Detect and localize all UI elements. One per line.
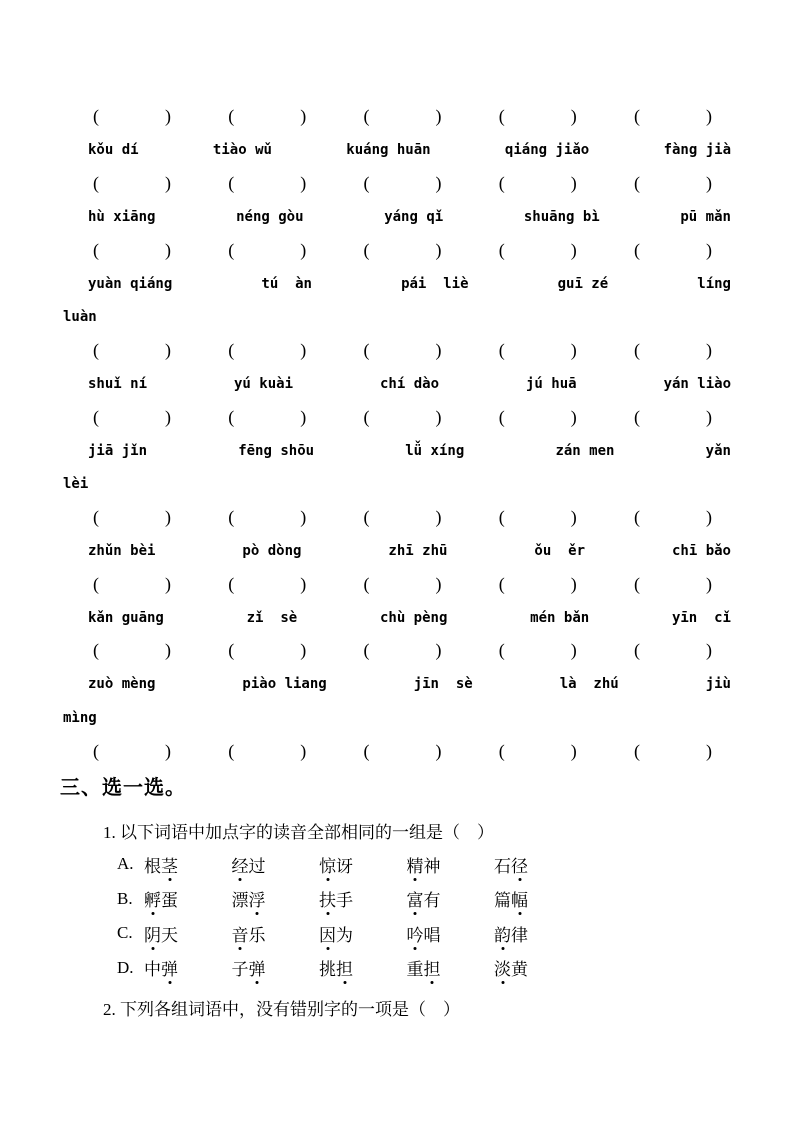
answer-blank-parens xyxy=(499,173,577,194)
pinyin-word-row xyxy=(60,434,731,467)
answer-blank-row xyxy=(60,734,731,767)
option-word-dotted-char: 阴 xyxy=(144,921,161,946)
close-paren: ) xyxy=(435,740,442,761)
option-word xyxy=(407,955,495,980)
option-word-dotted-char: 幅 xyxy=(511,886,528,911)
answer-blank-parens xyxy=(364,507,442,528)
answer-blank-parens xyxy=(228,340,306,361)
option-word-plain-char: 唱 xyxy=(423,925,441,945)
pinyin-dictation-section xyxy=(60,100,731,768)
pinyin-word: yǎn xyxy=(705,442,731,459)
option-word xyxy=(319,955,407,980)
answer-blank-parens xyxy=(93,407,171,428)
answer-blank-parens xyxy=(93,340,171,361)
open-paren: ( xyxy=(363,740,370,761)
answer-blank-parens xyxy=(364,173,442,194)
option-word-dotted-char: 经 xyxy=(232,852,249,877)
option-word xyxy=(232,852,320,877)
pinyin-word: jiā jǐn xyxy=(88,442,148,459)
option-word-plain-char: 讶 xyxy=(336,856,353,876)
pinyin-word: ǒu ěr xyxy=(534,542,585,559)
answer-blank-parens xyxy=(228,574,306,595)
open-paren: ( xyxy=(93,506,99,527)
open-paren: ( xyxy=(498,106,505,127)
open-paren: ( xyxy=(93,239,99,260)
answer-blank-parens xyxy=(228,640,306,661)
pinyin-word: kuáng huān xyxy=(346,142,431,159)
pinyin-word: kǎn guāng xyxy=(88,609,164,626)
open-paren: ( xyxy=(363,239,370,260)
open-paren: ( xyxy=(228,106,235,127)
pinyin-word-row xyxy=(60,200,731,233)
option-word-dotted-char: 弹 xyxy=(161,955,178,980)
close-paren: ) xyxy=(435,406,442,427)
answer-blank-parens xyxy=(364,741,442,762)
answer-blank-parens xyxy=(499,407,577,428)
close-paren: ) xyxy=(706,573,712,594)
answer-blank-parens xyxy=(228,240,306,261)
close-paren: ) xyxy=(706,406,712,427)
pinyin-word: tiào wǔ xyxy=(212,142,272,159)
open-paren: ( xyxy=(363,640,370,661)
answer-blank-row xyxy=(60,334,731,367)
open-paren: ( xyxy=(93,640,99,661)
open-paren: ( xyxy=(498,239,505,260)
close-paren: ) xyxy=(706,239,712,260)
option-word xyxy=(232,955,320,980)
open-paren: ( xyxy=(228,506,235,527)
option-word-dotted-char: 扶 xyxy=(319,886,336,911)
option-word-plain-char: 子 xyxy=(231,960,249,980)
pinyin-word: jiù xyxy=(705,676,731,693)
pinyin-word: néng gòu xyxy=(236,208,304,225)
option-word-dotted-char: 富 xyxy=(407,886,424,911)
option-word xyxy=(144,921,232,946)
close-paren: ) xyxy=(435,640,442,661)
pinyin-word-row xyxy=(60,534,731,567)
pinyin-word: mén bǎn xyxy=(530,609,590,626)
option-word-plain-char: 为 xyxy=(336,925,353,945)
pinyin-word: là zhú xyxy=(559,676,619,693)
pinyin-word-row xyxy=(60,133,731,166)
open-paren: ( xyxy=(228,339,235,360)
open-paren: ( xyxy=(93,740,99,761)
close-paren: ) xyxy=(435,573,442,594)
answer-blank-row xyxy=(60,401,731,434)
close-paren: ) xyxy=(165,406,171,427)
option-word xyxy=(144,955,232,980)
pinyin-word-wrap: lèi xyxy=(63,475,89,492)
answer-blank-parens xyxy=(93,106,171,127)
pinyin-word: kǒu dí xyxy=(88,142,139,159)
close-paren: ) xyxy=(706,640,712,661)
option-word xyxy=(144,852,232,877)
open-paren: ( xyxy=(363,406,370,427)
option-word-dotted-char: 吟 xyxy=(407,921,424,946)
answer-blank-parens xyxy=(634,173,712,194)
answer-blank-parens xyxy=(228,741,306,762)
open-paren: ( xyxy=(634,740,640,761)
close-paren: ) xyxy=(165,740,171,761)
question-1-text: 1. 以下词语中加点字的读音全部相同的一组是（ ） xyxy=(103,822,494,842)
option-word-dotted-char: 担 xyxy=(424,955,441,980)
pinyin-word: líng xyxy=(697,275,731,292)
option-row-a xyxy=(60,847,731,882)
answer-blank-parens xyxy=(364,640,442,661)
answer-blank-parens xyxy=(228,507,306,528)
option-word xyxy=(494,921,582,946)
option-word-dotted-char: 精 xyxy=(407,852,424,877)
option-word-plain-char: 挑 xyxy=(319,960,336,980)
answer-blank-parens xyxy=(364,106,442,127)
answer-blank-parens xyxy=(228,407,306,428)
answer-blank-parens xyxy=(499,574,577,595)
option-row-c xyxy=(60,916,731,951)
option-word xyxy=(319,921,407,946)
open-paren: ( xyxy=(93,406,99,427)
option-word xyxy=(494,955,582,980)
answer-blank-parens xyxy=(93,741,171,762)
open-paren: ( xyxy=(634,640,640,661)
pinyin-word: pái liè xyxy=(401,275,469,292)
option-word-dotted-char: 淡 xyxy=(494,955,511,980)
pinyin-word: yán liào xyxy=(663,375,731,392)
pinyin-word: zán men xyxy=(555,442,615,459)
open-paren: ( xyxy=(93,106,99,127)
open-paren: ( xyxy=(634,406,640,427)
pinyin-word: lǚ xíng xyxy=(405,442,465,459)
option-label: D. xyxy=(117,957,134,977)
pinyin-word: chí dào xyxy=(380,375,440,392)
close-paren: ) xyxy=(300,740,307,761)
pinyin-word: zhī zhū xyxy=(388,542,448,559)
answer-blank-parens xyxy=(499,106,577,127)
close-paren: ) xyxy=(570,740,577,761)
pinyin-word: shuǐ ní xyxy=(88,375,148,392)
pinyin-word: yú kuài xyxy=(234,375,294,392)
option-word-plain-char: 根 xyxy=(144,856,161,876)
close-paren: ) xyxy=(165,106,171,127)
open-paren: ( xyxy=(498,740,505,761)
answer-blank-row xyxy=(60,634,731,667)
option-label: B. xyxy=(117,888,133,908)
option-word-dotted-char: 浮 xyxy=(249,886,266,911)
pinyin-word-row xyxy=(60,601,731,634)
pinyin-word: pò dòng xyxy=(242,542,302,559)
pinyin-word: tú àn xyxy=(261,275,312,292)
open-paren: ( xyxy=(498,406,505,427)
close-paren: ) xyxy=(300,172,307,193)
open-paren: ( xyxy=(498,172,505,193)
close-paren: ) xyxy=(165,640,171,661)
close-paren: ) xyxy=(706,740,712,761)
answer-blank-row xyxy=(60,234,731,267)
option-word xyxy=(319,886,407,911)
answer-blank-parens xyxy=(634,240,712,261)
open-paren: ( xyxy=(634,506,640,527)
answer-blank-parens xyxy=(499,741,577,762)
pinyin-word-row xyxy=(60,668,731,701)
answer-blank-parens xyxy=(93,240,171,261)
section-3-title: 三、选一选。 xyxy=(60,777,186,800)
option-word-plain-char: 重 xyxy=(406,960,424,980)
close-paren: ) xyxy=(300,339,307,360)
close-paren: ) xyxy=(706,339,712,360)
option-word xyxy=(494,852,582,877)
option-word-plain-char: 律 xyxy=(511,925,528,945)
option-word-plain-char: 漂 xyxy=(231,891,249,911)
close-paren: ) xyxy=(165,506,171,527)
question-1-options xyxy=(60,847,731,985)
pinyin-word: fàng jià xyxy=(663,142,731,159)
answer-blank-row xyxy=(60,501,731,534)
option-word-dotted-char: 径 xyxy=(511,852,528,877)
answer-blank-parens xyxy=(364,574,442,595)
option-word xyxy=(232,886,320,911)
pinyin-word: piào liang xyxy=(242,676,327,693)
answer-blank-parens xyxy=(228,173,306,194)
answer-blank-parens xyxy=(634,741,712,762)
answer-blank-parens xyxy=(499,240,577,261)
open-paren: ( xyxy=(634,573,640,594)
answer-blank-parens xyxy=(364,407,442,428)
close-paren: ) xyxy=(165,172,171,193)
open-paren: ( xyxy=(363,339,370,360)
close-paren: ) xyxy=(165,239,171,260)
answer-blank-parens xyxy=(634,640,712,661)
pinyin-word-row xyxy=(60,367,731,400)
option-word-plain-char: 石 xyxy=(494,856,511,876)
option-word-plain-char: 黄 xyxy=(511,960,528,980)
option-label: A. xyxy=(117,854,134,874)
pinyin-word: chī bǎo xyxy=(671,542,731,559)
question-2-text: 2. 下列各组词语中，没有错别字的一项是（ ） xyxy=(103,999,460,1019)
close-paren: ) xyxy=(435,339,442,360)
answer-blank-parens xyxy=(93,574,171,595)
close-paren: ) xyxy=(706,106,712,127)
pinyin-word: yáng qǐ xyxy=(384,208,444,225)
close-paren: ) xyxy=(570,573,577,594)
open-paren: ( xyxy=(634,172,640,193)
answer-blank-parens xyxy=(634,340,712,361)
option-word xyxy=(407,921,495,946)
option-word-dotted-char: 韵 xyxy=(494,921,511,946)
close-paren: ) xyxy=(165,573,171,594)
open-paren: ( xyxy=(228,740,235,761)
option-word-plain-char: 有 xyxy=(423,891,441,911)
answer-blank-row xyxy=(60,100,731,133)
option-word-plain-char: 天 xyxy=(161,925,178,945)
option-word-dotted-char: 弹 xyxy=(249,955,266,980)
open-paren: ( xyxy=(228,172,235,193)
close-paren: ) xyxy=(435,106,442,127)
open-paren: ( xyxy=(93,339,99,360)
pinyin-word: yīn cǐ xyxy=(671,609,731,626)
open-paren: ( xyxy=(498,506,505,527)
pinyin-word: jīn sè xyxy=(413,676,473,693)
pinyin-word: qiáng jiǎo xyxy=(504,142,590,159)
option-word xyxy=(494,886,582,911)
pinyin-word: zuò mèng xyxy=(88,676,156,693)
option-word-plain-char: 乐 xyxy=(248,925,266,945)
pinyin-word: hù xiāng xyxy=(88,208,156,225)
answer-blank-parens xyxy=(499,507,577,528)
pinyin-word: pū mǎn xyxy=(680,208,731,225)
option-word-plain-char: 手 xyxy=(336,891,353,911)
open-paren: ( xyxy=(228,239,235,260)
open-paren: ( xyxy=(363,573,370,594)
pinyin-word: shuāng bì xyxy=(523,208,600,225)
pinyin-word: chù pèng xyxy=(379,609,448,626)
open-paren: ( xyxy=(93,172,99,193)
option-word-dotted-char: 音 xyxy=(232,921,249,946)
close-paren: ) xyxy=(300,573,307,594)
option-word-plain-char: 篇 xyxy=(494,891,511,911)
answer-blank-parens xyxy=(634,574,712,595)
answer-blank-row xyxy=(60,167,731,200)
close-paren: ) xyxy=(300,106,307,127)
close-paren: ) xyxy=(570,339,577,360)
answer-blank-parens xyxy=(228,106,306,127)
close-paren: ) xyxy=(706,506,712,527)
open-paren: ( xyxy=(228,406,235,427)
open-paren: ( xyxy=(363,106,370,127)
option-label: C. xyxy=(117,923,133,943)
open-paren: ( xyxy=(228,573,235,594)
answer-blank-parens xyxy=(499,640,577,661)
option-word-dotted-char: 惊 xyxy=(319,852,336,877)
answer-blank-parens xyxy=(634,507,712,528)
option-word-dotted-char: 茎 xyxy=(161,852,178,877)
open-paren: ( xyxy=(634,239,640,260)
pinyin-word: fēng shōu xyxy=(238,442,315,459)
close-paren: ) xyxy=(435,172,442,193)
pinyin-word: guī zé xyxy=(557,275,609,292)
open-paren: ( xyxy=(498,640,505,661)
pinyin-word: zhǔn bèi xyxy=(88,542,156,559)
open-paren: ( xyxy=(93,573,99,594)
option-word xyxy=(144,886,232,911)
open-paren: ( xyxy=(363,506,370,527)
answer-blank-parens xyxy=(364,340,442,361)
pinyin-word-wrap: mìng xyxy=(63,709,97,726)
close-paren: ) xyxy=(570,640,577,661)
close-paren: ) xyxy=(435,506,442,527)
close-paren: ) xyxy=(165,339,171,360)
option-word-plain-char: 中 xyxy=(144,960,161,980)
pinyin-word-row xyxy=(60,267,731,300)
answer-blank-parens xyxy=(93,640,171,661)
document-content xyxy=(60,100,731,1024)
answer-blank-parens xyxy=(93,507,171,528)
answer-blank-parens xyxy=(499,340,577,361)
answer-blank-parens xyxy=(634,106,712,127)
option-word-dotted-char: 担 xyxy=(336,955,353,980)
answer-blank-parens xyxy=(634,407,712,428)
option-row-b xyxy=(60,881,731,916)
option-word-plain-char: 蛋 xyxy=(161,891,178,911)
option-word-dotted-char: 因 xyxy=(319,921,336,946)
option-word-plain-char: 神 xyxy=(423,856,441,876)
close-paren: ) xyxy=(706,172,712,193)
close-paren: ) xyxy=(570,406,577,427)
option-row-d xyxy=(60,950,731,985)
option-word xyxy=(232,921,320,946)
pinyin-word: zǐ sè xyxy=(246,609,298,626)
pinyin-word: jú huā xyxy=(526,375,577,392)
close-paren: ) xyxy=(570,172,577,193)
open-paren: ( xyxy=(634,106,640,127)
open-paren: ( xyxy=(228,640,235,661)
close-paren: ) xyxy=(570,506,577,527)
close-paren: ) xyxy=(435,239,442,260)
option-word-plain-char: 过 xyxy=(248,856,266,876)
option-word-dotted-char: 孵 xyxy=(144,886,161,911)
pinyin-word: yuàn qiáng xyxy=(88,275,173,292)
close-paren: ) xyxy=(300,506,307,527)
option-word xyxy=(319,852,407,877)
answer-blank-parens xyxy=(93,173,171,194)
open-paren: ( xyxy=(498,573,505,594)
open-paren: ( xyxy=(634,339,640,360)
option-word xyxy=(407,852,495,877)
close-paren: ) xyxy=(300,239,307,260)
close-paren: ) xyxy=(300,640,307,661)
close-paren: ) xyxy=(570,106,577,127)
close-paren: ) xyxy=(300,406,307,427)
open-paren: ( xyxy=(498,339,505,360)
option-word xyxy=(407,886,495,911)
open-paren: ( xyxy=(363,172,370,193)
answer-blank-row xyxy=(60,567,731,600)
answer-blank-parens xyxy=(364,240,442,261)
pinyin-word-wrap: luàn xyxy=(63,309,97,326)
close-paren: ) xyxy=(570,239,577,260)
